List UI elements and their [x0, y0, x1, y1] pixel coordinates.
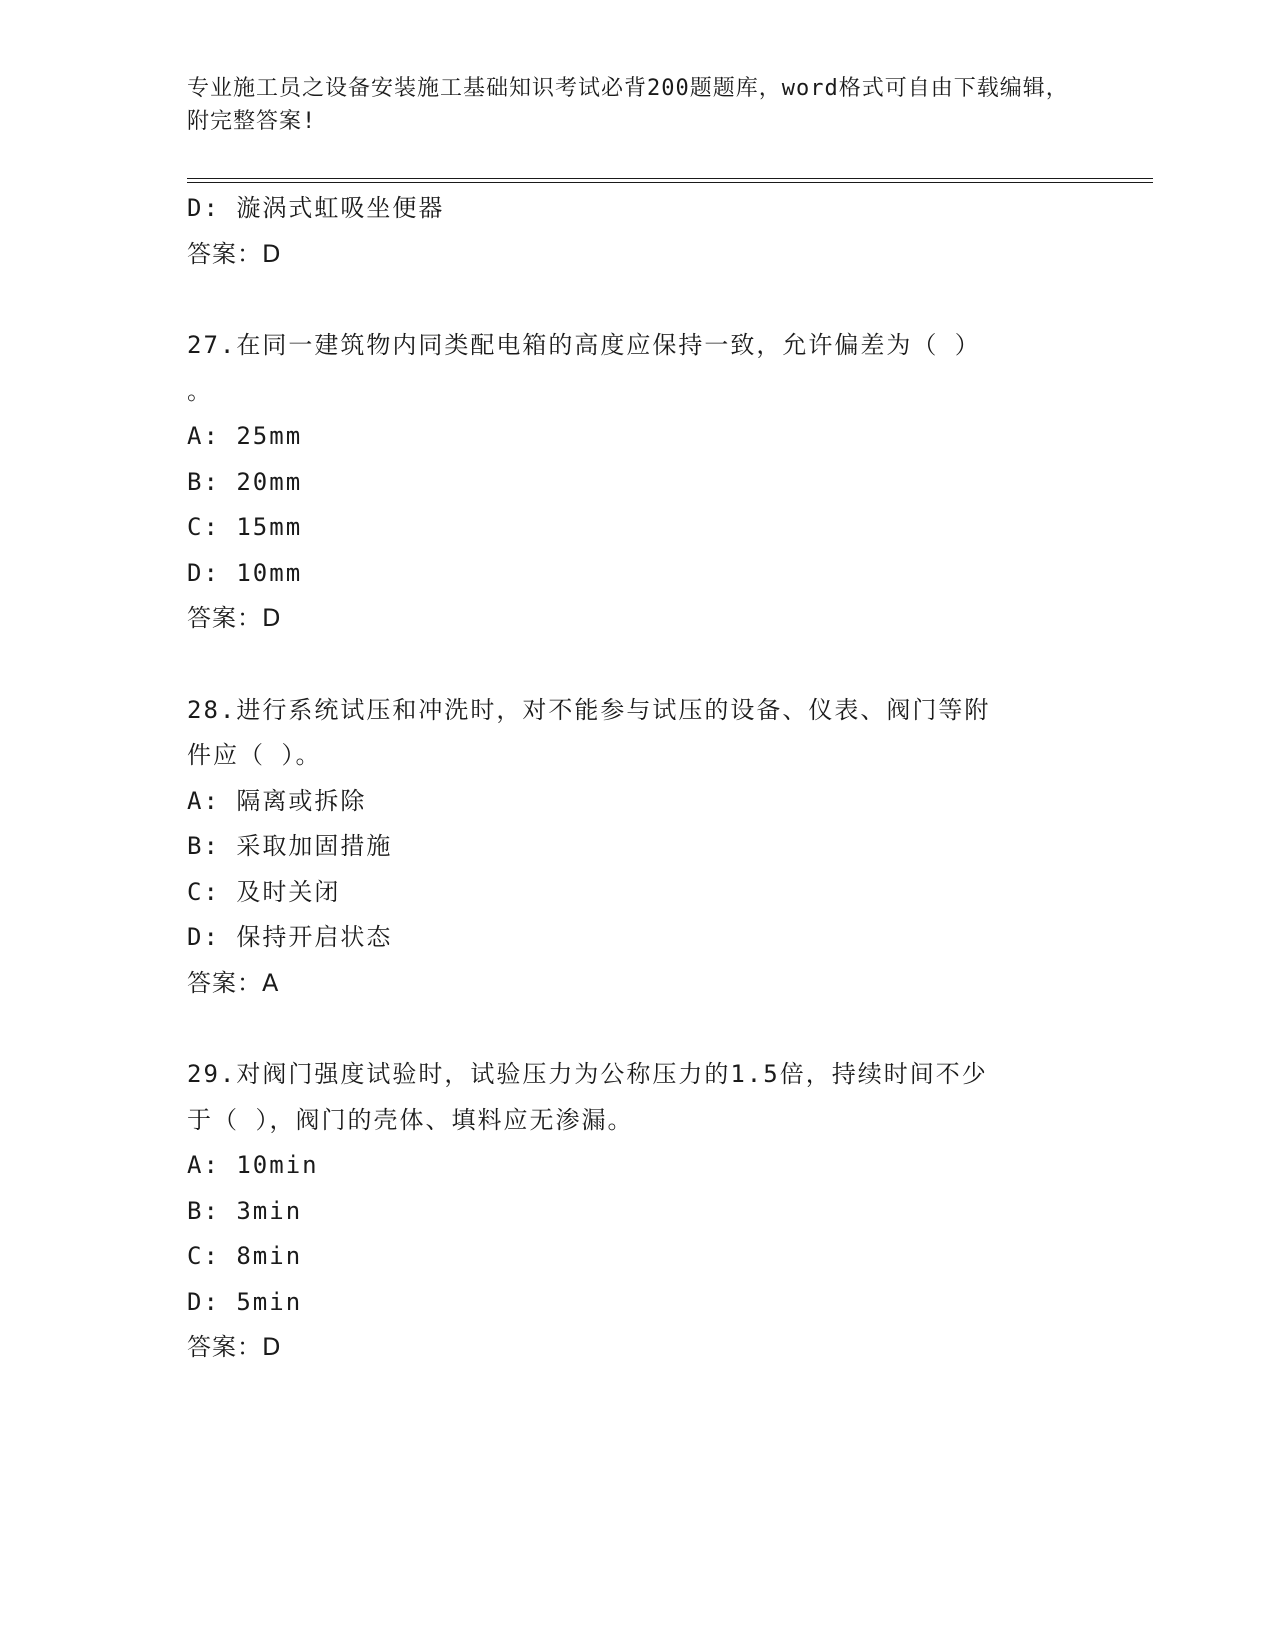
- answer-line: 答案：D: [187, 1333, 282, 1361]
- header-divider-bottom: [187, 182, 1153, 183]
- question-27: [187, 323, 1087, 642]
- header-divider-top: [187, 178, 1153, 179]
- question-text-continued: 于（ ），阀门的壳体、填料应无渗漏。: [187, 1105, 634, 1134]
- answer-line: 答案：A: [187, 968, 280, 997]
- question-text-continued: 件应（ ）。: [187, 741, 322, 769]
- option-c: C: 8min: [187, 1242, 303, 1270]
- question-text: 29.对阀门强度试验时，试验压力为公称压力的1.5倍，持续时间不少: [187, 1060, 988, 1088]
- spacer: [187, 1006, 1087, 1052]
- option-d: D: 10mm: [187, 558, 303, 587]
- option-d: D: 保持开启状态: [187, 923, 393, 951]
- question-list: [187, 186, 1087, 1371]
- spacer: [187, 642, 1087, 688]
- option-d: D: 漩涡式虹吸坐便器: [187, 194, 445, 222]
- option-b: B: 3min: [187, 1196, 303, 1225]
- question-29: [187, 1052, 1087, 1371]
- option-b: B: 采取加固措施: [187, 832, 393, 860]
- option-a: A: 10min: [187, 1151, 319, 1179]
- document-header: [187, 72, 1087, 138]
- option-a: A: 隔离或拆除: [187, 786, 367, 815]
- question-text-continued: 。: [187, 376, 213, 405]
- spacer: [187, 277, 1087, 323]
- header-title: 专业施工员之设备安装施工基础知识考试必背200题题库，word格式可自由下载编辑，附完整答案!: [187, 76, 1069, 134]
- answer-line: 答案：D: [187, 604, 282, 632]
- option-c: C: 及时关闭: [187, 877, 341, 906]
- question-text: 27.在同一建筑物内同类配电箱的高度应保持一致，允许偏差为（ ）: [187, 331, 981, 359]
- option-d: D: 5min: [187, 1287, 303, 1316]
- option-c: C: 15mm: [187, 513, 303, 541]
- option-a: A: 25mm: [187, 422, 303, 450]
- answer-line: 答案：D: [187, 239, 282, 268]
- question-text: 28.进行系统试压和冲洗时，对不能参与试压的设备、仪表、阀门等附: [187, 695, 991, 724]
- previous-question-tail: [187, 186, 1087, 277]
- option-b: B: 20mm: [187, 467, 303, 496]
- question-28: [187, 688, 1087, 1007]
